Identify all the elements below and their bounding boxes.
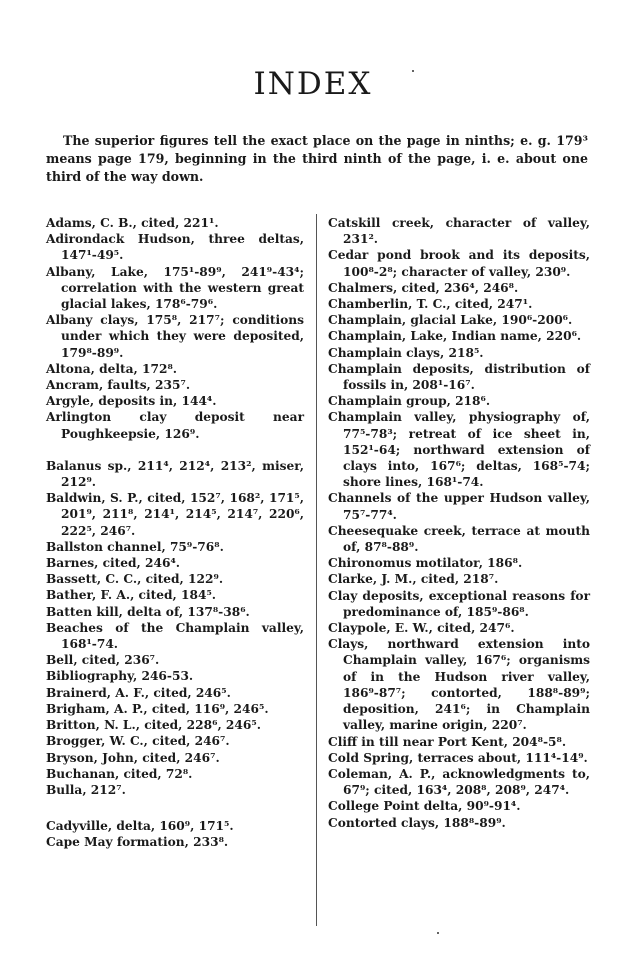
index-entry: Cold Spring, terraces about, 111⁴-14⁹. xyxy=(328,750,588,765)
index-entry: Chironomus motilator, 186⁸. xyxy=(328,556,523,571)
index-column-left xyxy=(46,215,304,851)
index-entry: Cadyville, delta, 160⁹, 171⁵. xyxy=(46,819,234,834)
index-entry: Ballston channel, 75⁹-76⁸. xyxy=(46,539,224,554)
index-entry: Cape May formation, 233⁸. xyxy=(46,835,229,850)
index-entry: College Point delta, 90⁹-91⁴. xyxy=(328,799,521,814)
index-entry: Channels of the upper Hudson valley, 75⁷-77⁴. xyxy=(328,491,590,522)
print-speck xyxy=(437,932,439,934)
intro-paragraph: The superior figures tell the exact place on the page in ninths; e. g. 179³ means page 179, beginning in the third ninth of the page, i. e. about one third of the way down. xyxy=(46,133,588,184)
index-entry: Baldwin, S. P., cited, 152⁷, 168², 171⁵, 201⁹, 211⁸, 214¹, 214⁵, 214⁷, 220⁶, 222⁵, 246⁷. xyxy=(46,491,304,538)
index-entry: Catskill creek, character of valley, 231². xyxy=(328,216,590,247)
index-entry: Champlain valley, physiography of, 77⁵-78³; retreat of ice sheet in, 152¹-64; northward extension of clays into, 167⁶; deltas, 168⁵-74; shore lines, 168¹-74. xyxy=(328,410,590,490)
index-entry: Batten kill, delta of, 137⁸-38⁶. xyxy=(46,604,250,619)
index-entry: Arlington clay deposit near Poughkeepsie, 126⁹. xyxy=(46,410,304,441)
index-entry: Champlain, Lake, Indian name, 220⁶. xyxy=(328,329,582,344)
index-entry: Bassett, C. C., cited, 122⁹. xyxy=(46,572,224,587)
index-entry: Cliff in till near Port Kent, 204⁸-5⁸. xyxy=(328,734,567,749)
index-entry: Adams, C. B., cited, 221¹. xyxy=(46,216,219,230)
index-entry: Bulla, 212⁷. xyxy=(46,782,126,797)
index-entry: Chalmers, cited, 236⁴, 246⁸. xyxy=(328,280,519,295)
index-entry: Ancram, faults, 235⁷. xyxy=(46,378,191,393)
index-entry: Albany, Lake, 175¹-89⁹, 241⁹-43⁴; correlation with the western great glacial lakes, 178⁶-79⁶. xyxy=(46,264,304,312)
index-entry: Champlain deposits, distribution of fossils in, 208¹-16⁷. xyxy=(328,361,590,393)
index-entry: Clarke, J. M., cited, 218⁷. xyxy=(328,572,499,587)
index-entry: Brogger, W. C., cited, 246⁷. xyxy=(46,734,230,749)
index-entry: Bibliography, 246-53. xyxy=(46,669,194,684)
index-entry: Clays, northward extension into Champlain valley, 167⁶; organisms of in the Hudson river valley, 186⁹-87⁷; contorted, 188⁸-89⁹; deposition, 241⁶; in Champlain valley, marine origin, 220⁷. xyxy=(328,637,590,733)
index-entry: Contorted clays, 188⁸-89⁹. xyxy=(328,815,506,830)
index-entry: Bryson, John, cited, 246⁷. xyxy=(46,750,220,765)
index-entry: Bather, F. A., cited, 184⁵. xyxy=(46,588,217,603)
index-entry: Champlain group, 218⁶. xyxy=(328,394,491,409)
index-entry: Coleman, A. P., acknowledgments to, 67⁹; cited, 163⁴, 208⁸, 208⁹, 247⁴. xyxy=(328,766,590,798)
index-entry: Cedar pond brook and its deposits, 100⁸-2⁸; character of valley, 230⁹. xyxy=(328,248,590,279)
page-title: INDEX xyxy=(253,66,373,102)
index-entry: Brigham, A. P., cited, 116⁹, 246⁵. xyxy=(46,701,269,716)
index-entry: Champlain, glacial Lake, 190⁶-200⁶. xyxy=(328,313,573,328)
index-entry: Argyle, deposits in, 144⁴. xyxy=(46,394,217,409)
index-column-right xyxy=(328,215,590,831)
index-entry: Cheesequake creek, terrace at mouth of, 87⁸-88⁹. xyxy=(328,523,590,555)
index-entry: Buchanan, cited, 72⁸. xyxy=(46,766,193,781)
index-entry: Altona, delta, 172⁸. xyxy=(46,361,178,376)
index-entry: Adirondack Hudson, three deltas, 147¹-49⁵. xyxy=(46,232,304,263)
column-divider xyxy=(316,214,317,926)
index-entry: Clay deposits, exceptional reasons for predominance of, 185⁹-86⁸. xyxy=(328,588,590,619)
index-entry: Chamberlin, T. C., cited, 247¹. xyxy=(328,297,533,312)
index-entry: Claypole, E. W., cited, 247⁶. xyxy=(328,621,515,636)
index-entry: Beaches of the Champlain valley, 168¹-74. xyxy=(46,620,304,652)
index-entry: Bell, cited, 236⁷. xyxy=(46,653,160,668)
index-entry: Balanus sp., 211⁴, 212⁴, 213², miser, 212⁹. xyxy=(46,458,304,490)
print-speck xyxy=(412,70,414,72)
index-entry: Barnes, cited, 246⁴. xyxy=(46,556,181,571)
index-entry: Britton, N. L., cited, 228⁶, 246⁵. xyxy=(46,718,261,733)
index-entry: Albany clays, 175⁸, 217⁷; conditions under which they were deposited, 179⁸-89⁹. xyxy=(46,313,304,360)
index-entry: Champlain clays, 218⁵. xyxy=(328,345,484,360)
index-entry: Brainerd, A. F., cited, 246⁵. xyxy=(46,685,231,700)
